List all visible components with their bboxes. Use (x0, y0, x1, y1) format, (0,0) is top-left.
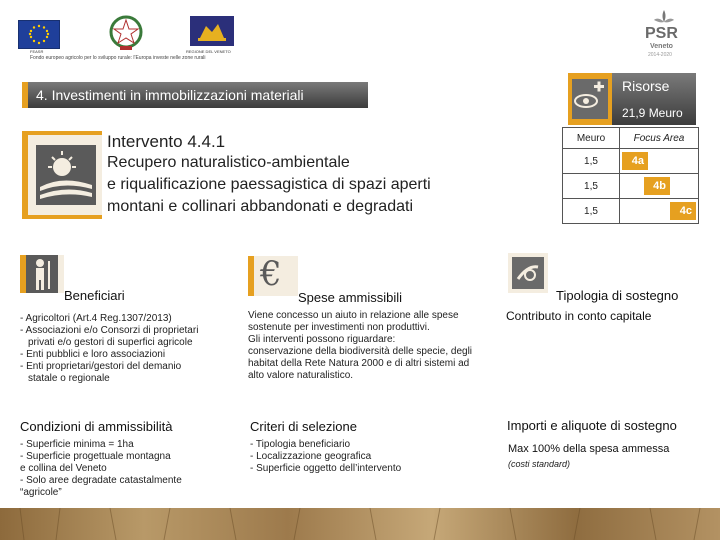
condizioni-heading: Condizioni di ammissibilità (20, 419, 173, 434)
measure-title: 4. Investimenti in immobilizzazioni materiali (36, 87, 304, 103)
meuro-cell: 1,5 (563, 199, 620, 224)
text-line: Viene concesso un aiuto in relazione alle spese (248, 310, 459, 321)
euro-glyph: € (260, 254, 282, 294)
table-row (563, 149, 699, 174)
criteri-heading: Criteri di selezione (250, 419, 357, 434)
importi-value: Max 100% della spesa ammessa (508, 443, 670, 455)
intervention-description-line: Recupero naturalistico-ambientale (107, 154, 350, 171)
tipologia-heading: Tipologia di sostegno (556, 288, 679, 303)
landscape-icon (22, 131, 102, 219)
list-item: - Associazioni e/o Consorzi di proprietari (20, 325, 199, 336)
italian-republic-emblem (108, 14, 144, 52)
focus-cell (620, 149, 699, 174)
meuro-cell: 1,5 (563, 174, 620, 199)
criteri-list (250, 439, 401, 475)
list-item: “agricole” (20, 487, 62, 498)
list-item: - Enti pubblici e loro associazioni (20, 349, 166, 360)
col-meuro: Meuro (563, 128, 620, 149)
list-item: - Superficie minima = 1ha (20, 439, 134, 450)
beneficiari-list (20, 313, 198, 385)
focus-area-marker: 4c (670, 202, 696, 220)
text-line: habitat della Rete Natura 2000 e di altri sistemi ad (248, 358, 470, 369)
text-line: conservazione della biodiversità delle specie, degli (248, 346, 473, 357)
list-item: privati e/o gestori di superfici agricole (28, 337, 193, 348)
intervention-description (107, 152, 507, 218)
list-item: - Solo aree degradate catastalmente (20, 475, 182, 486)
list-item: e collina del Veneto (20, 463, 107, 474)
table-row (563, 174, 699, 199)
text-line: sostenute per investimenti non produttivi. (248, 322, 430, 333)
focus-cell (620, 199, 699, 224)
support-type-icon (508, 253, 548, 293)
spese-text (248, 310, 472, 382)
importi-heading: Importi e aliquote di sostegno (507, 418, 677, 433)
focus-area-marker: 4b (644, 177, 670, 195)
condizioni-list (20, 439, 182, 499)
psr-logo-text: PSR (645, 25, 678, 42)
table-row (563, 199, 699, 224)
beneficiari-heading: Beneficiari (64, 288, 125, 303)
tipologia-value: Contributo in conto capitale (506, 309, 652, 323)
intervention-description-line: e riqualificazione paessagistica di spazi aperti (107, 176, 431, 193)
resources-amount: 21,9 Meuro (622, 106, 683, 120)
text-line: alto valore naturalistico. (248, 370, 354, 381)
list-item: - Enti proprietari/gestori del demanio (20, 361, 182, 372)
wheat-field-image (0, 508, 720, 540)
focus-area-marker: 4a (622, 152, 648, 170)
resources-eye-icon (568, 73, 612, 125)
eu-caption: FEASR (30, 49, 44, 54)
importi-note: (costi standard) (508, 459, 571, 469)
list-item: - Tipologia beneficiario (250, 439, 351, 450)
list-item: - Superficie progettuale montagna (20, 451, 171, 462)
euro-icon (248, 256, 298, 296)
farmer-icon (20, 255, 64, 293)
intervention-code: Intervento 4.4.1 (107, 132, 226, 151)
list-item: - Localizzazione geografica (250, 451, 372, 462)
psr-logo-subtitle: Veneto (650, 43, 673, 50)
list-item: - Agricoltori (Art.4 Reg.1307/2013) (20, 313, 172, 324)
measure-title-bar (22, 82, 368, 108)
veneto-caption: REGIONE DEL VENETO (186, 49, 231, 54)
focus-area-table (562, 127, 699, 224)
focus-area-table-header (563, 128, 699, 149)
intervention-description-line: montani e collinari abbandonati e degradati (107, 198, 413, 215)
list-item: - Superficie oggetto dell’intervento (250, 463, 402, 474)
header-tagline: Fondo europeo agricolo per lo sviluppo rurale: l'Europa investe nelle zone rurali (30, 55, 206, 61)
veneto-region-logo (190, 16, 234, 46)
list-item: statale o regionale (28, 373, 110, 384)
text-line: Gli interventi possono riguardare: (248, 334, 396, 345)
meuro-cell: 1,5 (563, 149, 620, 174)
spese-heading: Spese ammissibili (298, 290, 403, 305)
col-focus-area: Focus Area (620, 128, 699, 149)
eu-flag-logo (18, 20, 60, 49)
psr-logo-years: 2014-2020 (648, 52, 672, 58)
resources-label: Risorse (622, 78, 670, 94)
focus-cell (620, 174, 699, 199)
